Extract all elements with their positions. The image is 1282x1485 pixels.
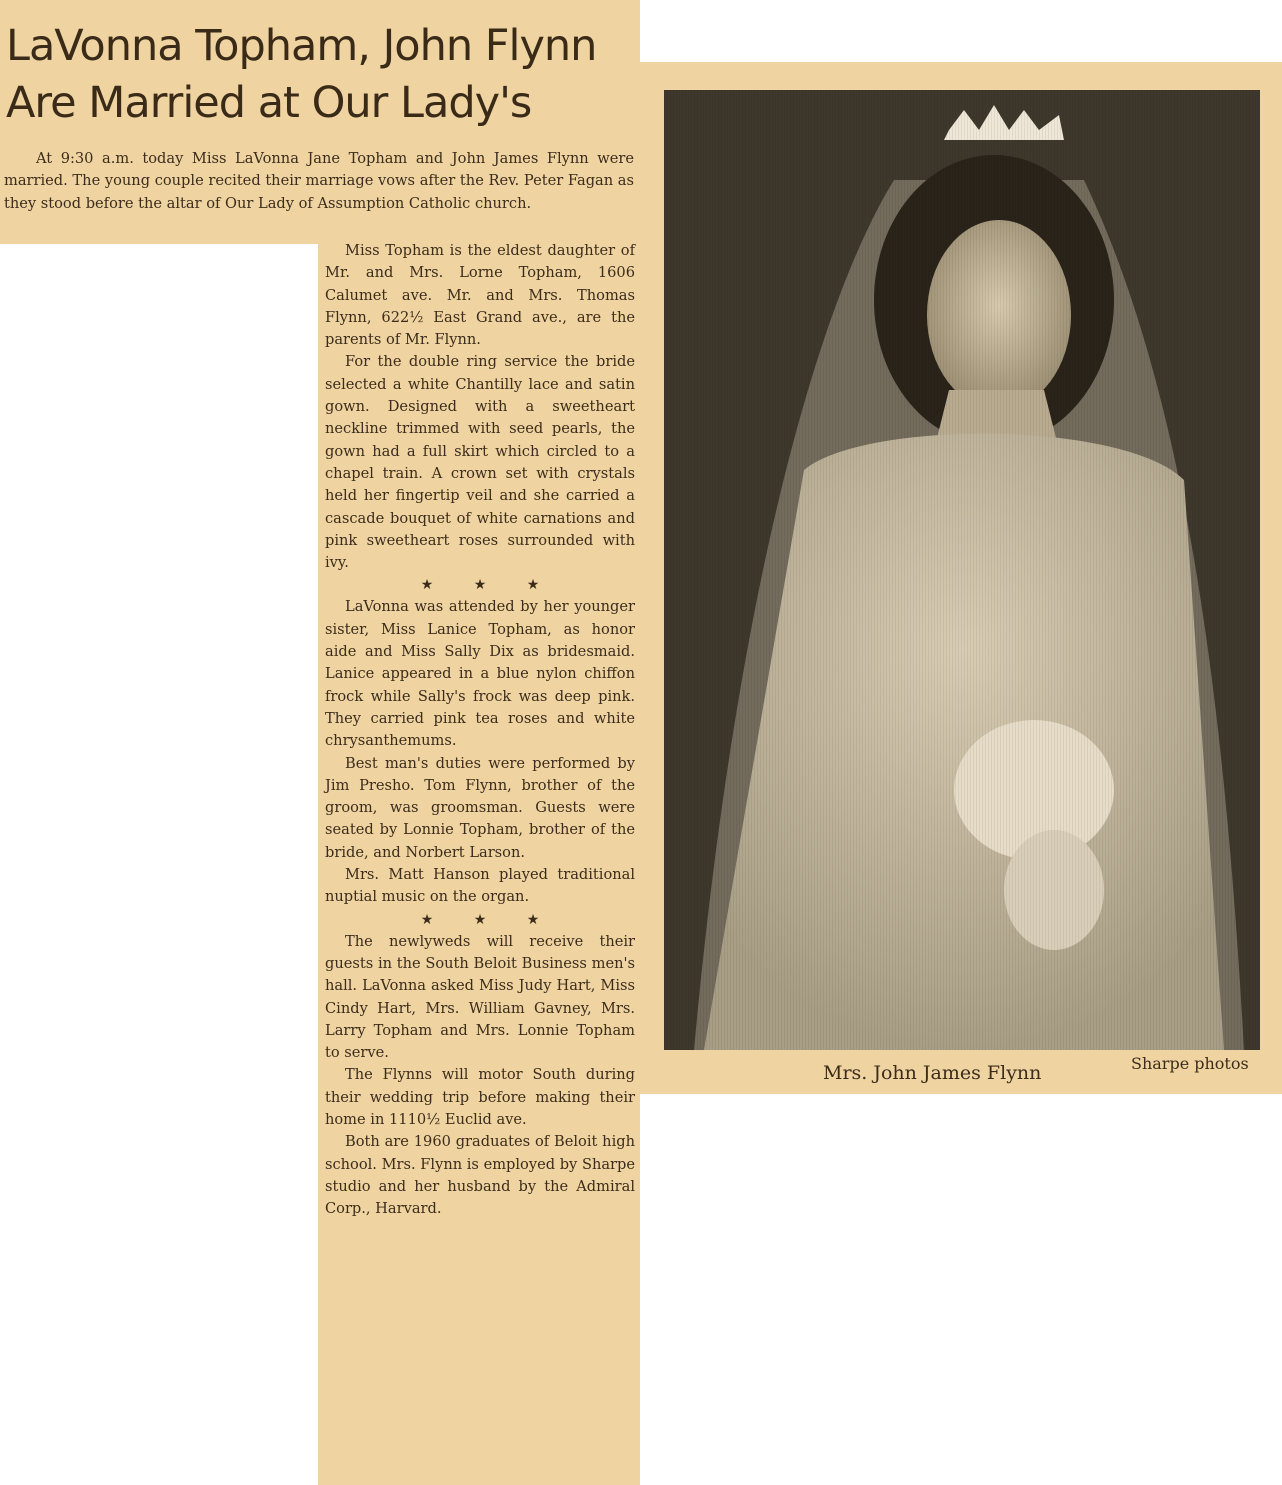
headline-line-2: Are Married at Our Lady's bbox=[6, 78, 532, 128]
paragraph-employment: Both are 1960 graduates of Beloit high school. Mrs. Flynn is employed by Sharpe studio and her husband by the Admiral Corp., Harvard. bbox=[325, 1133, 635, 1218]
paragraph-music: Mrs. Matt Hanson played traditional nuptial music on the organ. bbox=[325, 866, 635, 906]
star-separator: ★ ★ ★ bbox=[420, 577, 558, 594]
headline bbox=[6, 18, 638, 132]
photo-credit: Sharpe photos bbox=[1131, 1054, 1249, 1073]
paragraph-reception: The newlyweds will receive their guests in the South Beloit Business men's hall. LaVonna asked Miss Judy Hart, Miss Cindy Hart, Mrs. William Gavney, Mrs. Larry Topham and Mrs. Lonnie Topham to serve. bbox=[325, 932, 635, 1062]
paragraph-trip: The Flynns will motor South during their wedding trip before making their home in 1110½ Euclid ave. bbox=[325, 1066, 635, 1128]
paragraph-parents: Miss Topham is the eldest daughter of Mr. and Mrs. Lorne Topham, 1606 Calumet ave. Mr. and Mrs. Thomas Flynn, 622½ East Grand ave., are the parents of Mr. Flynn. bbox=[325, 242, 635, 349]
star-separator: ★ ★ ★ bbox=[420, 911, 558, 928]
headline-line-1: LaVonna Topham, John Flynn bbox=[6, 21, 597, 71]
lead-paragraph: At 9:30 a.m. today Miss LaVonna Jane Topham and John James Flynn were married. The young couple recited their marriage vows after the Rev. Peter Fagan as they stood before the altar of Our Lady of Assumption Catholic church. bbox=[4, 150, 634, 212]
paragraph-groomsmen: Best man's duties were performed by Jim Presho. Tom Flynn, brother of the groom, was groomsman. Guests were seated by Lonnie Topham, brother of the bride, and Norbert Larson. bbox=[325, 754, 635, 861]
photo-caption: Mrs. John James Flynn bbox=[823, 1062, 1042, 1084]
bride-photo bbox=[664, 90, 1260, 1050]
paragraph-gown: For the double ring service the bride selected a white Chantilly lace and satin gown. Designed with a sweetheart neckline trimmed with seed pearls, the gown had a full skirt which circled to a chapel train. A crown set with crystals held her fingertip veil and she carried a cascade bouquet of white carnations and pink sweetheart roses surrounded with ivy. bbox=[325, 353, 635, 572]
article-column bbox=[325, 240, 635, 1220]
paragraph-attendants: LaVonna was attended by her younger sister, Miss Lanice Topham, as honor aide and Miss Sally Dix as bridesmaid. Lanice appeared in a blue nylon chiffon frock while Sally's frock was deep pink. They carried pink tea roses and white chrysanthemums. bbox=[325, 598, 635, 750]
bride-portrait-image bbox=[664, 90, 1260, 1050]
